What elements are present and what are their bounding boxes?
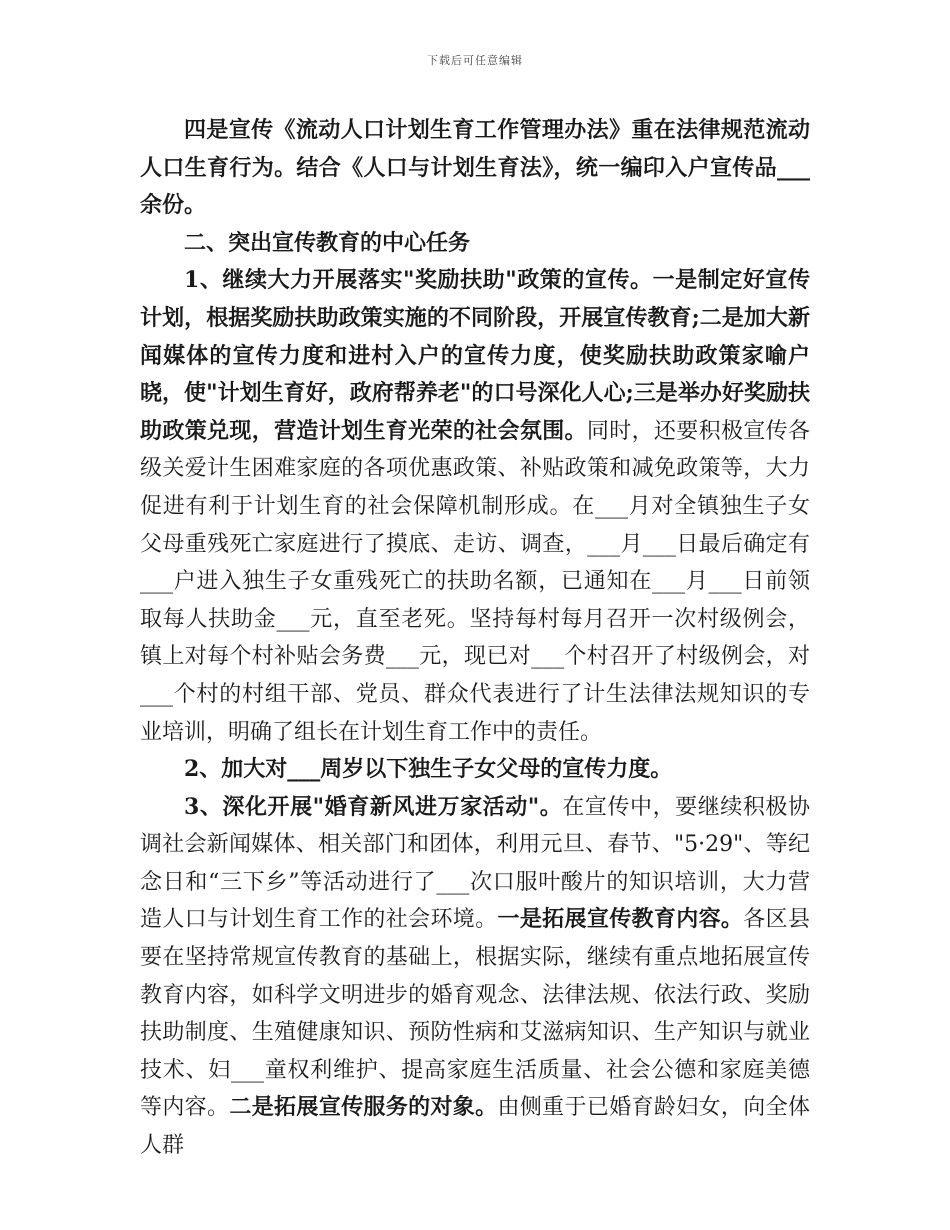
- paragraph-5-normal-1: 在宣传中，要继续积极协调社会新闻媒体、相关部门和团体，利用元旦、春节、"5·29"、等纪念日和“三下乡”等活动进行了___次口服叶酸片的知识培训，大力营造人口与计划生育工作的社会环境。: [140, 794, 810, 933]
- page-header: 下载后可任意编辑: [427, 54, 523, 67]
- paragraph-3-bold: 1、继续大力开展落实"奖励扶助"政策的宣传。一是制定好宣传计划，根据奖励扶助政策实施的不同阶段，开展宣传教育;二是加大新闻媒体的宣传力度和进村入户的宣传力度，使奖励扶助政策家喻户晓，使"计划生育好，政府帮养老"的口号深化人心;三是举办好奖励扶助政策兑现，营造计划生育光荣的社会氛围。: [140, 267, 810, 444]
- paragraph-5: [140, 789, 810, 1165]
- paragraph-3-normal: 同时，还要积极宣传各级关爱计生困难家庭的各项优惠政策、补贴政策和减免政策等，大力促进有利于计划生育的社会保障机制形成。在___月对全镇独生子女父母重残死亡家庭进行了摸底、走访、调查，___月___日最后确定有___户进入独生子女重残死亡的扶助名额，已通知在___月___日前领取每人扶助金___元，直至老死。坚持每村每月召开一次村级例会，镇上对每个村补贴会务费___元，现已对___个村召开了村级例会，对___个村的村组干部、党员、群众代表进行了计生法律法规知识的专业培训，明确了组长在计划生育工作中的责任。: [140, 418, 810, 745]
- document-body: [140, 112, 810, 1165]
- paragraph-5-bold-2: 一是拓展宣传教育内容。: [497, 906, 744, 933]
- paragraph-5-normal-3: 由侧重于已婚育龄妇女，向全体人群: [140, 1095, 810, 1159]
- paragraph-4: 2、加大对___周岁以下独生子女父母的宣传力度。: [184, 756, 673, 783]
- paragraph-5-bold-1: 3、深化开展"婚育新风进万家活动"。: [184, 793, 563, 820]
- paragraph-3: [140, 262, 810, 751]
- paragraph-1: 四是宣传《流动人口计划生育工作管理办法》重在法律规范流动人口生育行为。结合《人口与计划生育法》，统一编印入户宣传品___余份。: [140, 117, 810, 219]
- paragraph-5-normal-2: 各区县要在坚持常规宣传教育的基础上，根据实际，继续有重点地拓展宣传教育内容，如科学文明进步的婚育观念、法律法规、依法行政、奖励扶助制度、生殖健康知识、预防性病和艾滋病知识、生产知识与就业技术、妇___童权利维护、提高家庭生活质量、社会公德和家庭美德等内容。: [140, 907, 810, 1121]
- paragraph-5-bold-3: 二是拓展宣传服务的对象。: [229, 1094, 498, 1121]
- section-heading: 二、突出宣传教育的中心任务: [184, 229, 471, 256]
